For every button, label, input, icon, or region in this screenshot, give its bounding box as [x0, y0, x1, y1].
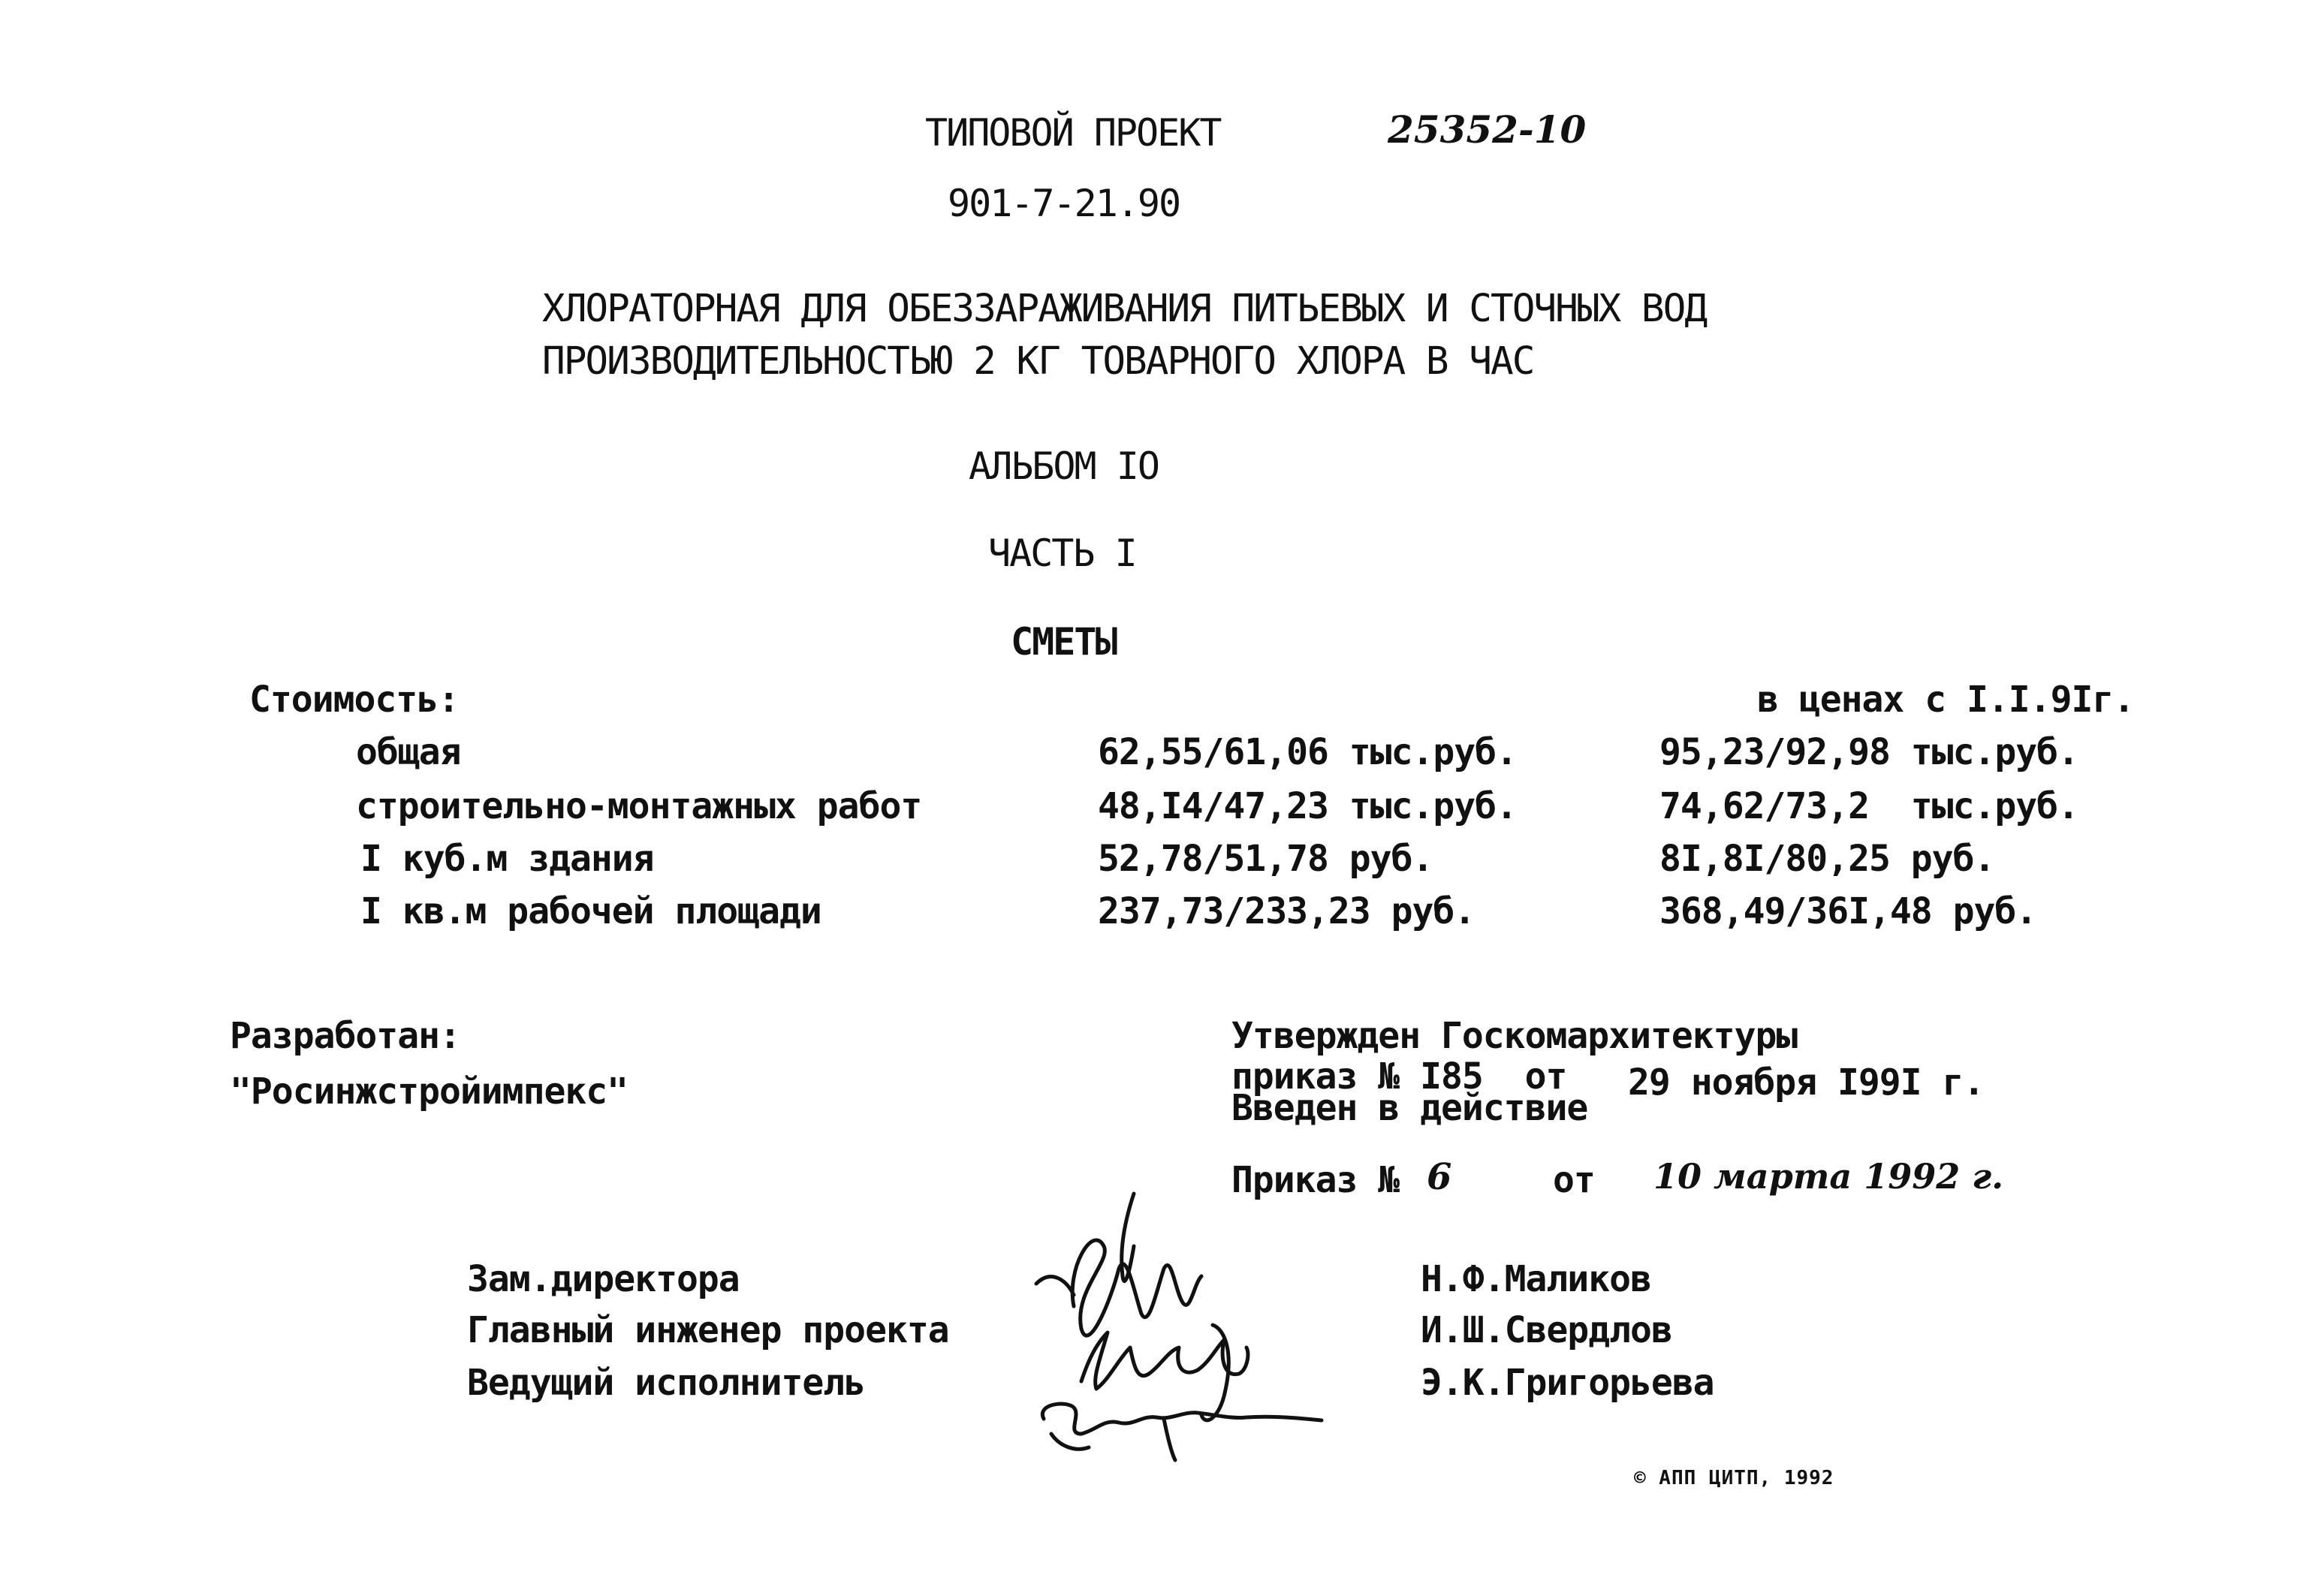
approval-order: приказ № I85 от — [1231, 1055, 1567, 1098]
signatory-position: Зам.директора — [467, 1258, 740, 1300]
project-code: 901-7-21.90 — [948, 182, 1180, 225]
cost-row-value: 52,78/51,78 руб. — [1098, 838, 1433, 880]
order-label: Приказ № — [1231, 1159, 1400, 1201]
cost-row-value: 62,55/61,06 тыс.руб. — [1098, 731, 1517, 773]
order-from-label: от — [1553, 1159, 1595, 1201]
signature-stroke — [1036, 1277, 1074, 1295]
signature-stroke — [1164, 1419, 1175, 1460]
developer-name: "Росинжстройимпекс" — [230, 1071, 628, 1113]
project-title-line-2: ПРОИЗВОДИТЕЛЬНОСТЬЮ 2 КГ ТОВАРНОГО ХЛОРА В ЧАС — [542, 339, 1534, 384]
order-date: 10 марта 1992 г. — [1653, 1156, 2004, 1197]
cost-row-name: I куб.м здания — [360, 838, 654, 880]
cost-row-name: общая — [356, 731, 461, 773]
signature-stroke — [1051, 1434, 1089, 1449]
signatory-position: Ведущий исполнитель — [467, 1362, 866, 1404]
order-number: 6 — [1427, 1156, 1452, 1198]
effective-label: Введен в действие — [1231, 1087, 1588, 1129]
handwritten-signatures — [1021, 1179, 1337, 1464]
cost-row-value: 48,I4/47,23 тыс.руб. — [1098, 785, 1517, 827]
signature-stroke — [1072, 1240, 1201, 1336]
signature-stroke — [1122, 1194, 1134, 1281]
cost-row-value-new: 8I,8I/80,25 руб. — [1659, 838, 1995, 880]
album-label: АЛЬБОМ IO — [969, 444, 1159, 488]
cost-row-value-new: 95,23/92,98 тыс.руб. — [1659, 731, 2078, 773]
signatory-position: Главный инженер проекта — [467, 1309, 949, 1351]
copyright-stamp: © АПП ЦИТП, 1992 — [1634, 1467, 1834, 1489]
project-title-line-1: ХЛОРАТОРНАЯ ДЛЯ ОБЕЗЗАРАЖИВАНИЯ ПИТЬЕВЫХ И СТОЧНЫХ ВОД — [542, 287, 1707, 331]
cost-row-value: 237,73/233,23 руб. — [1098, 890, 1476, 932]
part-label: ЧАСТЬ I — [988, 531, 1136, 575]
signature-stroke — [1042, 1404, 1322, 1434]
developer-label: Разработан: — [230, 1015, 460, 1057]
approval-authority: Утвержден Госкомархитектуры — [1231, 1015, 1798, 1057]
cost-row-value-new: 368,49/36I,48 руб. — [1659, 890, 2037, 932]
section-title: СМЕТЫ — [1011, 620, 1117, 664]
signature-stroke — [1201, 1325, 1228, 1420]
document-type-label: ТИПОВОЙ ПРОЕКТ — [925, 111, 1221, 155]
cost-row-name: I кв.м рабочей площади — [360, 890, 821, 932]
price-basis: в ценах с I.I.9Iг. — [1757, 679, 2135, 721]
signatory-name: Н.Ф.Маликов — [1421, 1258, 1651, 1300]
cost-row-value-new: 74,62/73,2 тыс.руб. — [1659, 785, 2078, 827]
signature-stroke — [1081, 1333, 1248, 1389]
registration-number: 25352-10 — [1388, 107, 1587, 152]
signatory-name: Э.К.Григорьева — [1421, 1362, 1714, 1404]
cost-label: Стоимость: — [249, 679, 459, 721]
signatory-name: И.Ш.Свердлов — [1421, 1309, 1672, 1351]
approval-date: 29 ноября I99I г. — [1628, 1061, 1985, 1104]
cost-row-name: строительно-монтажных работ — [356, 785, 922, 827]
